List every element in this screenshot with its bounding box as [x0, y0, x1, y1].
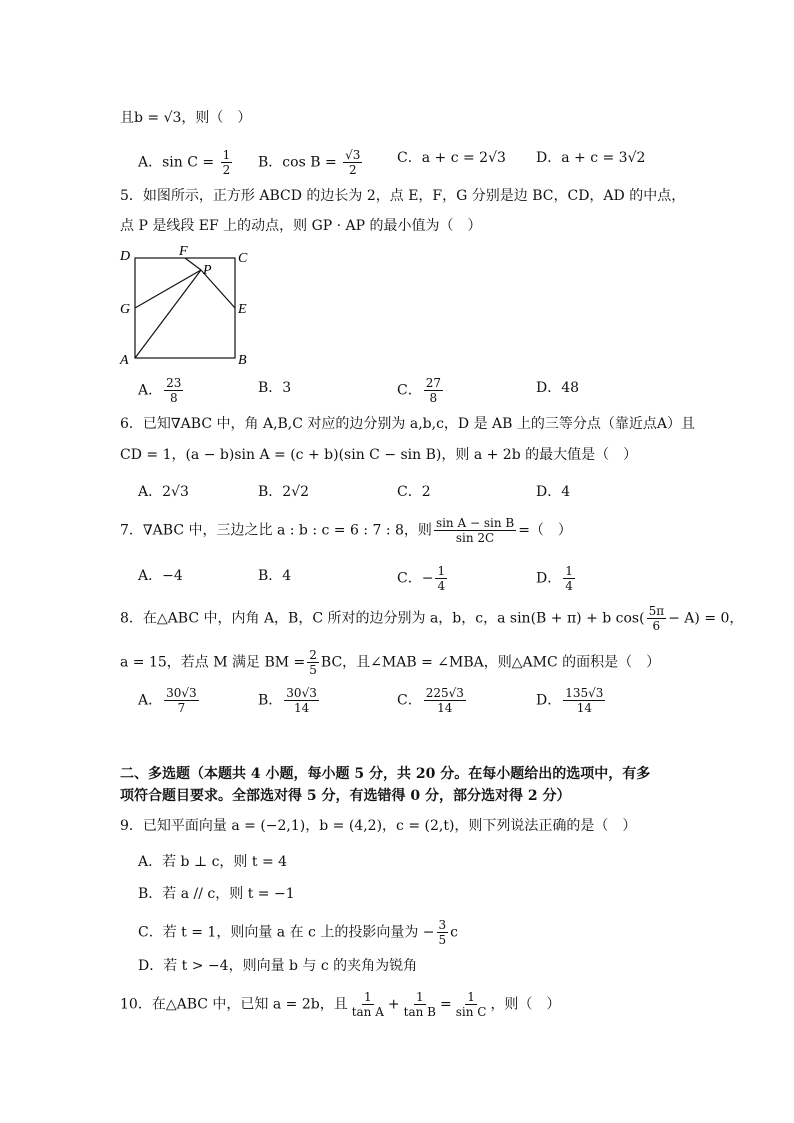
q9-option-c: C．若 t = 1，则向量 a 在 c 上的投影向量为 − $\frac{3}{5}$ c [138, 918, 458, 947]
q5-option-b: B．3 [258, 380, 292, 396]
square-abcd [135, 258, 235, 358]
q10-stem: 10．在△ABC 中，已知 a = 2b，且 $\frac{1}{\text{tan A}}$ + $\frac{1}{\text{tan B}}$ = $\frac{1}{\text{sin C}}$ ，则（ ） [120, 990, 561, 1019]
label-b: B [238, 353, 247, 368]
q4-option-a: A．sin C = $\frac{1}{2}$ [138, 148, 231, 177]
q7-option-a: A．−4 [138, 568, 183, 584]
q9-option-a: A．若 b ⊥ c，则 t = 4 [138, 854, 288, 870]
q8-line-2: a = 15，若点 M 满足 BM = $\frac{2}{5}$ BC，且∠MAB = ∠MBA，则△AMC 的面积是（ ） [120, 648, 661, 677]
segment-fp [185, 258, 201, 270]
label-c: C [238, 251, 248, 266]
q8-option-d: D． $\frac{135√3}{14}$ [536, 686, 604, 715]
label-g: G [120, 302, 131, 317]
q6-option-d: D．4 [536, 484, 571, 500]
q6-line-1: 6．已知∇ABC 中，角 A,B,C 对应的边分别为 a,b,c，D 是 AB 上的三等分点（靠近点A）且 [120, 416, 695, 432]
label-d: D [120, 249, 131, 264]
q7-option-c: C．− $\frac{1}{4}$ [397, 564, 446, 593]
label-a: A [120, 353, 129, 368]
q4-stem: 且b = √3，则（ ） [120, 110, 252, 126]
q8-option-a: A． $\frac{30√3}{7}$ [138, 686, 197, 715]
q6-line-2: CD = 1，(a − b)sin A = (c + b)(sin C − sin B)，则 a + 2b 的最大值是（ ） [120, 447, 638, 463]
q5-option-a: A． $\frac{23}{8}$ [138, 376, 182, 405]
q6-option-c: C．2 [397, 484, 431, 500]
label-f: F [179, 246, 188, 259]
q4-option-c: C．a + c = 2√3 [397, 150, 506, 166]
q9-option-d: D．若 t > −4，则向量 b 与 c 的夹角为锐角 [138, 958, 418, 974]
q7-option-b: B．4 [258, 568, 292, 584]
q4-option-b: B．cos B = $\frac{√3}{2}$ [258, 148, 361, 177]
q5-square-figure [115, 246, 255, 368]
q4-option-d: D．a + c = 3√2 [536, 150, 646, 166]
q7-stem: 7．∇ABC 中，三边之比 a : b : c = 6 : 7 : 8，则 $\frac{\text{sin A − sin B}}{\sin 2C}$ =（ ） [120, 516, 572, 545]
q6-option-b: B．2√2 [258, 484, 310, 500]
q7-option-d: D． $\frac{1}{4}$ [536, 564, 573, 593]
section-2-heading-line-1: 二、多选题（本题共 4 小题，每小题 5 分，共 20 分。在每小题给出的选项中，有多 [120, 766, 651, 782]
segment-gp [135, 270, 201, 308]
q8-option-c: C． $\frac{225√3}{14}$ [397, 686, 464, 715]
q8-line-1: 8．在△ABC 中，内角 A，B，C 所对的边分别为 a，b，c，a sin(B + π) + b cos( $\frac{5\pi}{6}$ − A) = 0， [120, 604, 744, 633]
q5-option-c: C． $\frac{27}{8}$ [397, 376, 441, 405]
label-p: P [203, 263, 212, 278]
q8-option-b: B． $\frac{30√3}{14}$ [258, 686, 317, 715]
section-2-heading-line-2: 项符合题目要求。全部选对得 5 分，有选错得 0 分，部分选对得 2 分） [120, 788, 571, 804]
q9-stem: 9．已知平面向量 a = (−2,1)，b = (4,2)，c = (2,t)，则下列说法正确的是（ ） [120, 818, 637, 834]
label-e: E [238, 302, 247, 317]
q5-line-1: 5．如图所示，正方形 ABCD 的边长为 2，点 E，F，G 分别是边 BC，CD，AD 的中点， [120, 188, 686, 204]
q5-line-2: 点 P 是线段 EF 上的动点，则 GP · AP 的最小值为（ ） [120, 218, 482, 234]
q6-option-a: A．2√3 [138, 484, 189, 500]
q9-option-b: B．若 a // c，则 t = −1 [138, 886, 295, 902]
segment-ap [135, 270, 201, 358]
q5-option-d: D．48 [536, 380, 580, 396]
